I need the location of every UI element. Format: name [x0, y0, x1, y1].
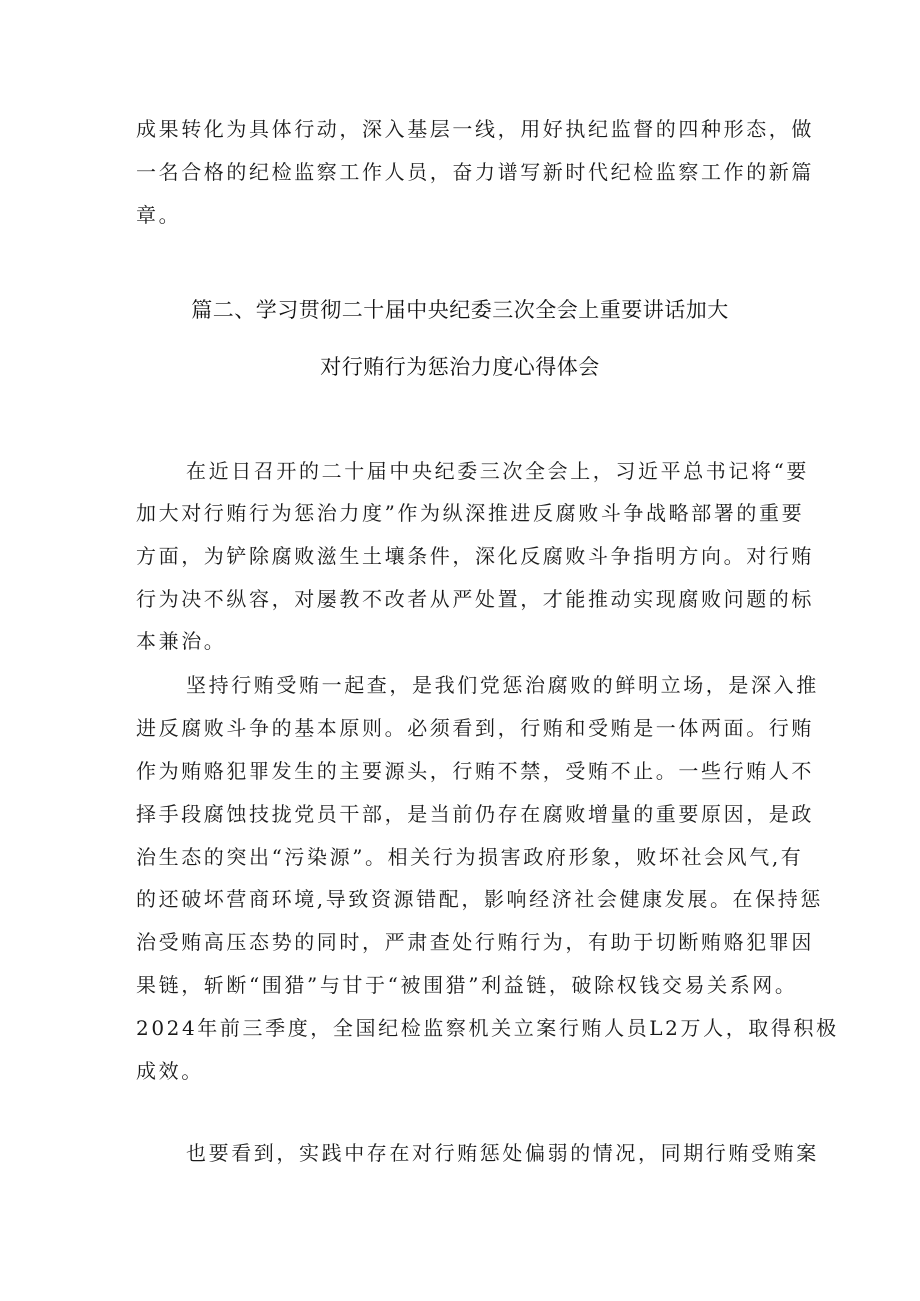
paragraph2-line-7: 治受贿高压态势的同时，严肃查处行贿行为，有助于切断贿赂犯罪因 — [136, 930, 814, 954]
paragraph1-line-2: 加大对行贿行为惩治力度”作为纵深推进反腐败斗争战略部署的重要 — [136, 501, 805, 525]
paragraph2-line-9: 2024年前三季度，全国纪检监察机关立案行贿人员L2万人，取得积极 — [136, 1016, 839, 1040]
paragraph2-line-10: 成效。 — [136, 1059, 204, 1083]
paragraph2-line-8: 果链，斩断“围猎”与甘于“被围猎”利益链，破除权钱交易关系网。 — [136, 973, 798, 997]
paragraph1-line-4: 行为决不纵容，对屡教不改者从严处置，才能推动实现腐败问题的标 — [136, 587, 814, 611]
paragraph2-line-4: 择手段腐蚀技拢党员干部，是当前仍存在腐败增量的重要原因，是政 — [136, 802, 814, 826]
paragraph3-line-1: 也要看到，实践中存在对行贿惩处偏弱的情况，同期行贿受贿案 — [186, 1141, 819, 1165]
section-title-line-2: 对行贿行为惩治力度心得体会 — [320, 355, 600, 379]
paragraph2-line-5: 治生态的突出“污染源”。相关行为损害政府形象，败坏社会风气,有 — [136, 845, 804, 869]
intro-line-2: 一名合格的纪检监察工作人员，奋力谱写新时代纪检监察工作的新篇 — [136, 160, 814, 184]
paragraph2-line-1: 坚持行贿受贿一起查，是我们党惩治腐败的鲜明立场，是深入推 — [186, 673, 819, 697]
intro-line-1: 成果转化为具体行动，深入基层一线，用好执纪监督的四种形态，做 — [136, 117, 814, 141]
paragraph1-line-1: 在近日召开的二十届中央纪委三次全会上，习近平总书记将“要 — [186, 459, 810, 483]
paragraph2-line-3: 作为贿赂犯罪发生的主要源头，行贿不禁，受贿不止。一些行贿人不 — [136, 759, 814, 783]
paragraph1-line-5: 本兼治。 — [136, 629, 227, 653]
paragraph2-line-6: 的还破坏营商环境,导致资源错配，影响经济社会健康发展。在保持惩 — [136, 887, 823, 911]
section-title-line-1: 篇二、学习贯彻二十届中央纪委三次全会上重要讲话加大 — [191, 298, 729, 322]
paragraph2-line-2: 进反腐败斗争的基本原则。必须看到，行贿和受贿是一体两面。行贿 — [136, 716, 814, 740]
paragraph1-line-3: 方面，为铲除腐败滋生土壤条件，深化反腐败斗争指明方向。对行贿 — [136, 544, 814, 568]
intro-line-3: 章。 — [136, 203, 182, 227]
